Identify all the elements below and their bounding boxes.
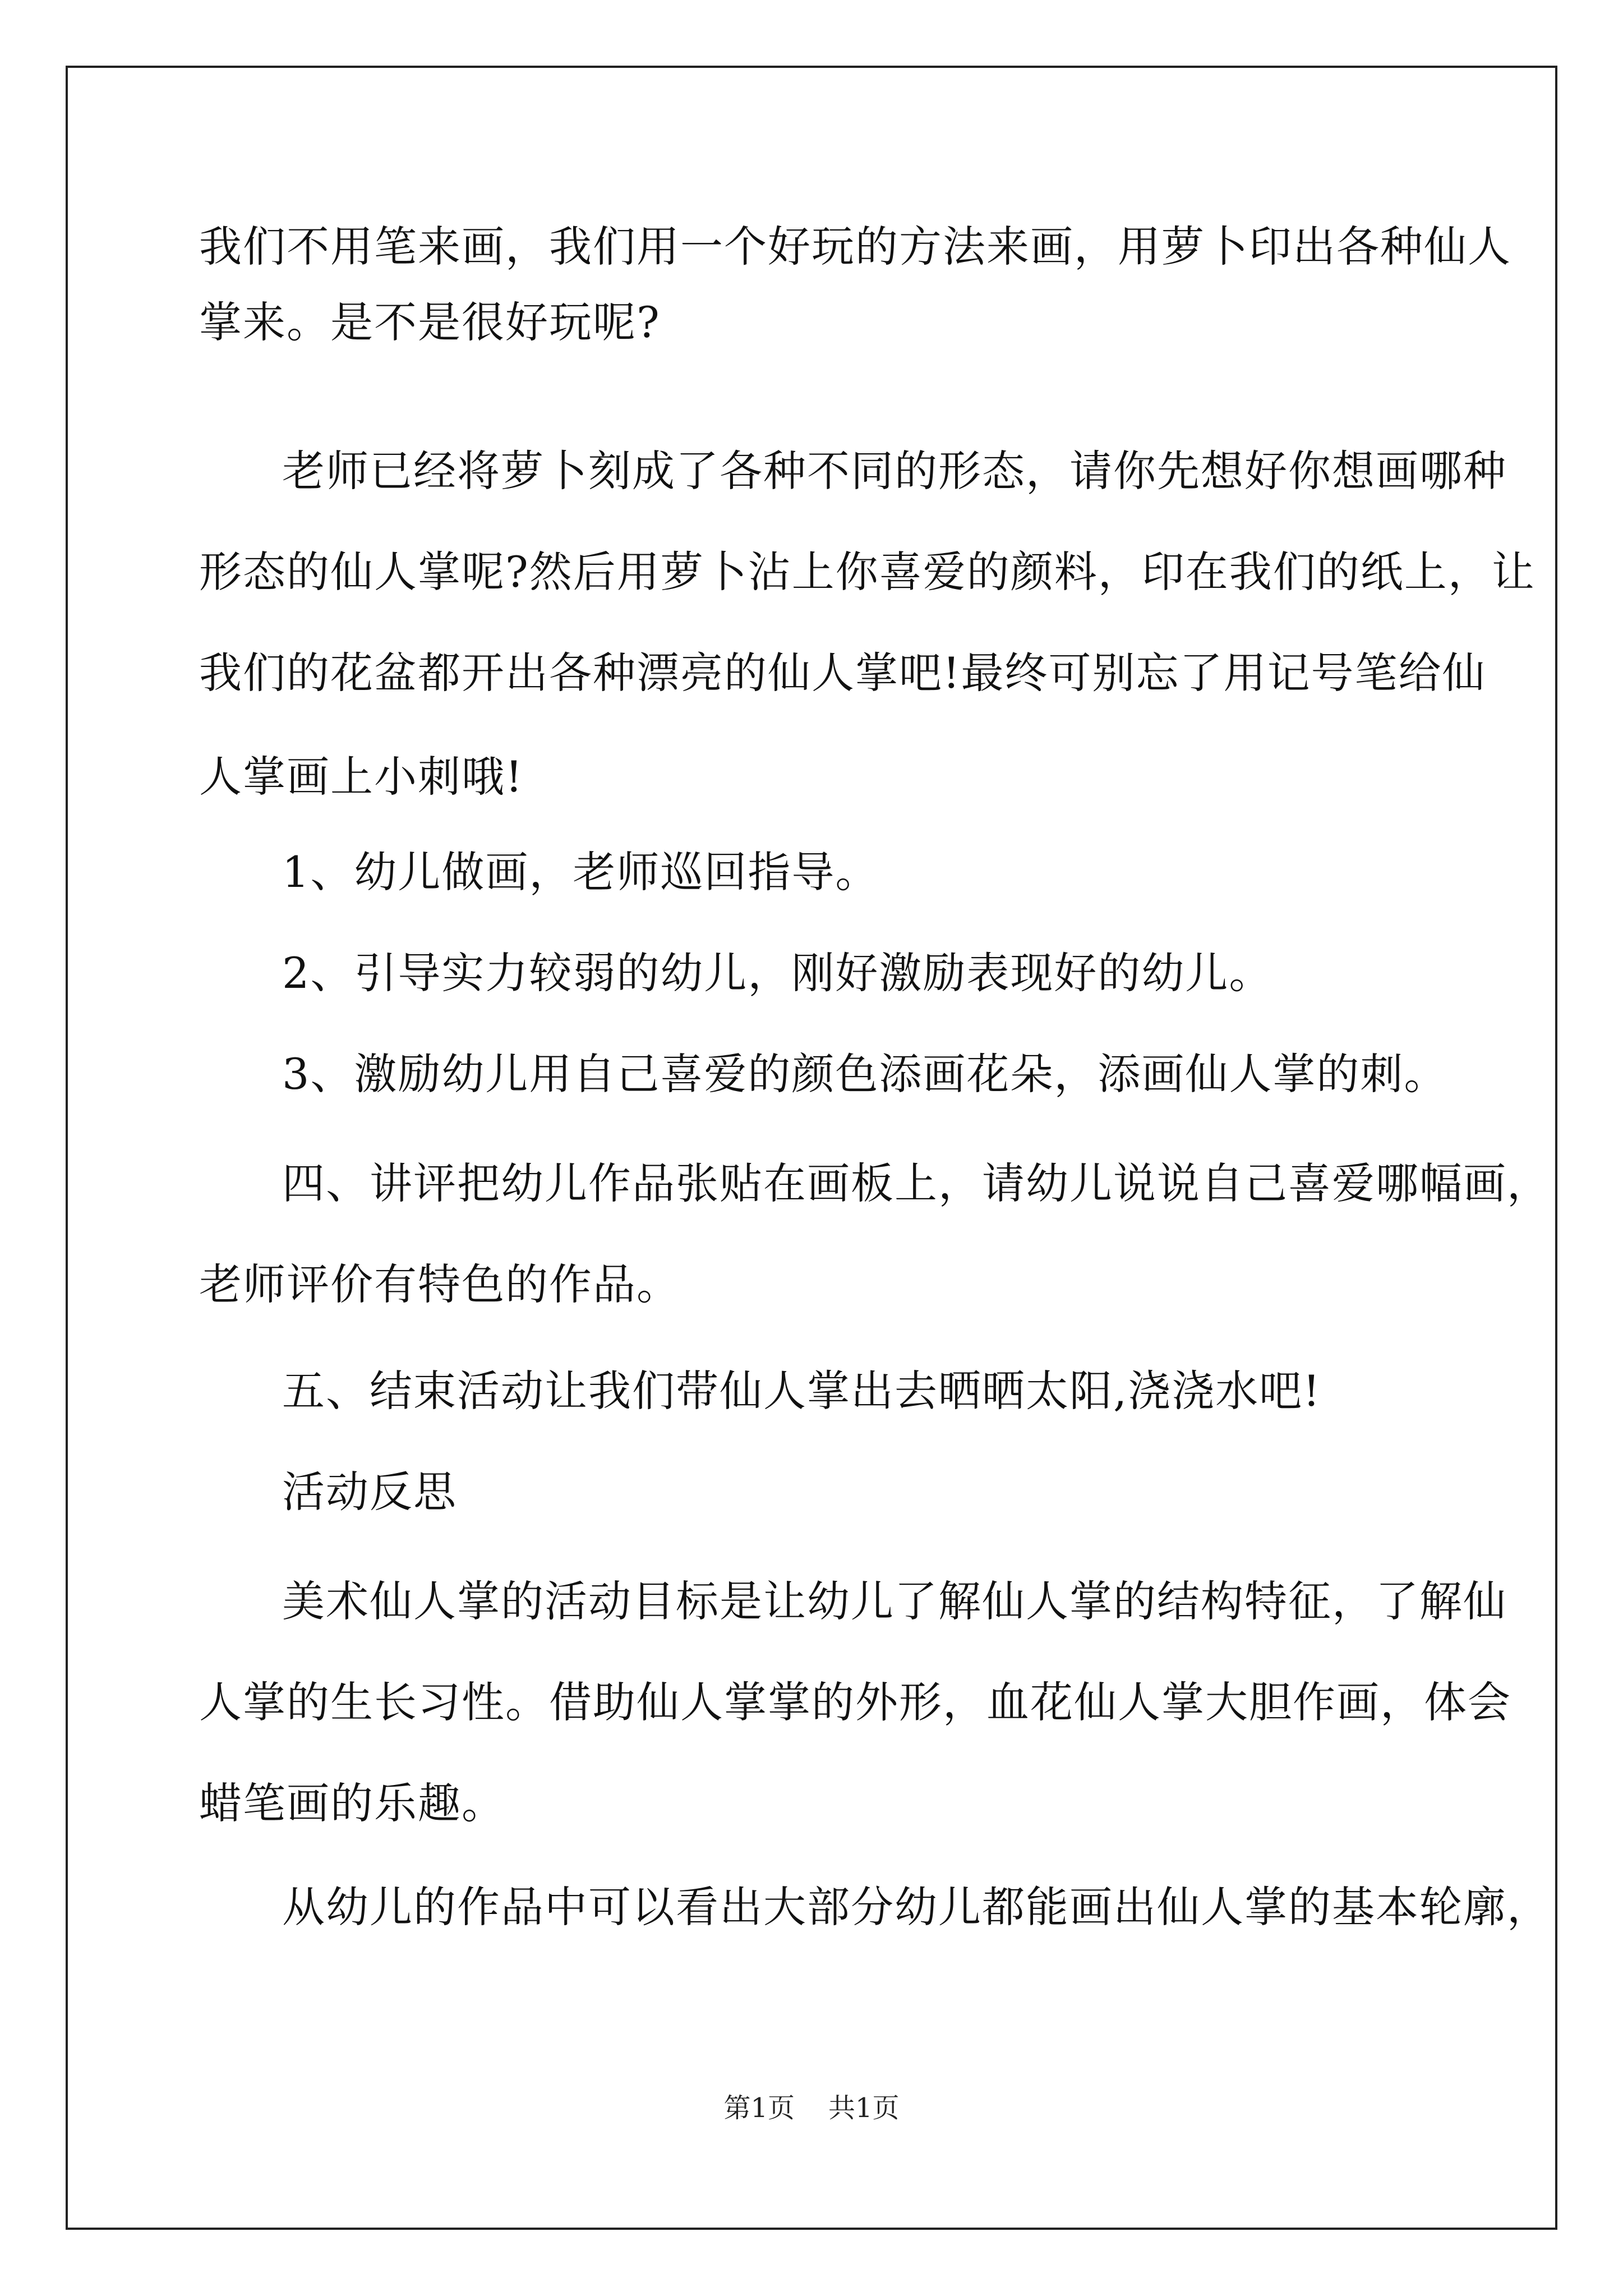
list-item: 3、激励幼儿用自己喜爱的颜色添画花朵，添画仙人掌的刺。 <box>282 1049 1448 1099</box>
paragraph-line: 五、结束活动让我们带仙人掌出去晒晒太阳,浇浇水吧! <box>282 1366 1321 1416</box>
paragraph-line: 我们的花盆都开出各种漂亮的仙人掌吧!最终可别忘了用记号笔给仙 <box>199 648 1486 698</box>
page-number: 第1页 <box>723 2092 795 2124</box>
page-total: 共1页 <box>828 2092 900 2124</box>
paragraph-line: 掌来。是不是很好玩呢? <box>199 297 661 347</box>
section-heading: 活动反思 <box>282 1467 457 1517</box>
paragraph-line: 人掌画上小刺哦! <box>199 752 524 802</box>
paragraph-line: 四、讲评把幼儿作品张贴在画板上，请幼儿说说自己喜爱哪幅画， <box>282 1158 1551 1208</box>
list-item: 1、幼儿做画，老师巡回指导。 <box>282 847 879 897</box>
paragraph-line: 形态的仙人掌呢?然后用萝卜沾上你喜爱的颜料，印在我们的纸上，让 <box>199 547 1536 597</box>
paragraph-line: 人掌的生长习性。借助仙人掌掌的外形，血花仙人掌大胆作画，体会 <box>199 1677 1511 1727</box>
paragraph-line: 老师已经将萝卜刻成了各种不同的形态，请你先想好你想画哪种 <box>282 446 1507 496</box>
page-footer <box>0 2091 1623 2125</box>
paragraph-line: 蜡笔画的乐趣。 <box>199 1778 505 1828</box>
paragraph-line: 从幼儿的作品中可以看出大部分幼儿都能画出仙人掌的基本轮廓， <box>282 1882 1551 1932</box>
paragraph-line: 老师评价有特色的作品。 <box>199 1259 680 1309</box>
list-item: 2、引导实力较弱的幼儿，刚好激励表现好的幼儿。 <box>282 948 1273 998</box>
paragraph-line: 我们不用笔来画，我们用一个好玩的方法来画，用萝卜印出各种仙人 <box>199 222 1511 272</box>
paragraph-line: 美术仙人掌的活动目标是让幼儿了解仙人掌的结构特征，了解仙 <box>282 1576 1507 1626</box>
